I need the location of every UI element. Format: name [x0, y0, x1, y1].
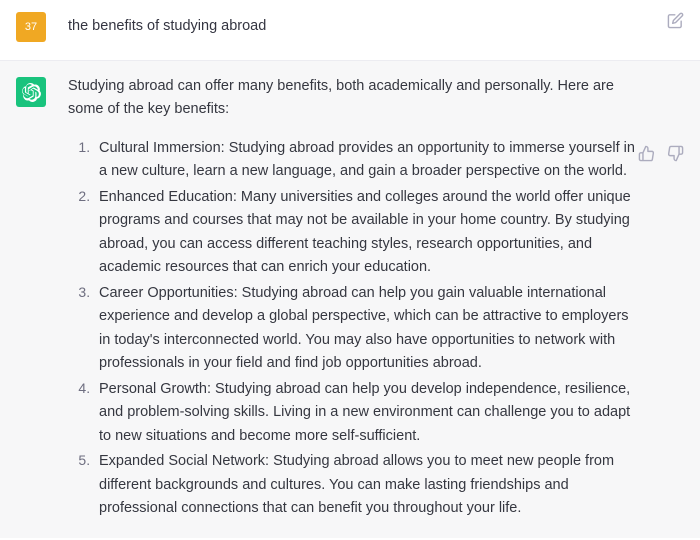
thumbs-down-icon[interactable] [667, 145, 684, 162]
assistant-message-actions [638, 145, 684, 162]
thumbs-up-icon[interactable] [638, 145, 655, 162]
benefits-list [68, 136, 636, 521]
openai-logo-icon [22, 83, 41, 102]
user-avatar [16, 12, 46, 42]
assistant-message-turn [0, 60, 700, 538]
list-item: 2. Enhanced Education: Many universities and colleges around the world offer unique programs and courses that may not be available in your home country. By studying abroad, you can access different teaching styles, research opportunities, and academic resources that can enrich your education. [94, 185, 636, 280]
user-message-actions [667, 12, 684, 29]
assistant-intro-text: Studying abroad can offer many benefits, both academically and personally. Here are some of the key benefits: [68, 78, 614, 118]
list-item: 4. Personal Growth: Studying abroad can help you develop independence, resilience, and problem-solving skills. Living in a new environment can challenge you to adapt to new situations and become more self-sufficient. [94, 377, 636, 448]
user-message-body [46, 10, 676, 40]
list-item: 3. Career Opportunities: Studying abroad can help you gain valuable international experience and develop a global perspective, which can be attractive to employers in today's interconnected world. You may also have opportunities to network with professionals in your field and find job opportunities abroad. [94, 281, 636, 376]
list-item: 1. Cultural Immersion: Studying abroad provides an opportunity to immerse yourself in a new culture, learn a new language, and gain a broader perspective on the world. [94, 136, 636, 184]
edit-pencil-icon[interactable] [667, 12, 684, 29]
list-item: 5. Expanded Social Network: Studying abroad allows you to meet new people from different backgrounds and cultures. You can make lasting friendships and professional connections that can benefit you throughout your life. [94, 449, 636, 520]
assistant-avatar [16, 77, 46, 107]
user-message-text: the benefits of studying abroad [68, 18, 267, 34]
user-avatar-label: 37 [24, 21, 38, 33]
assistant-message-body [46, 75, 676, 522]
user-message-turn [0, 0, 700, 60]
